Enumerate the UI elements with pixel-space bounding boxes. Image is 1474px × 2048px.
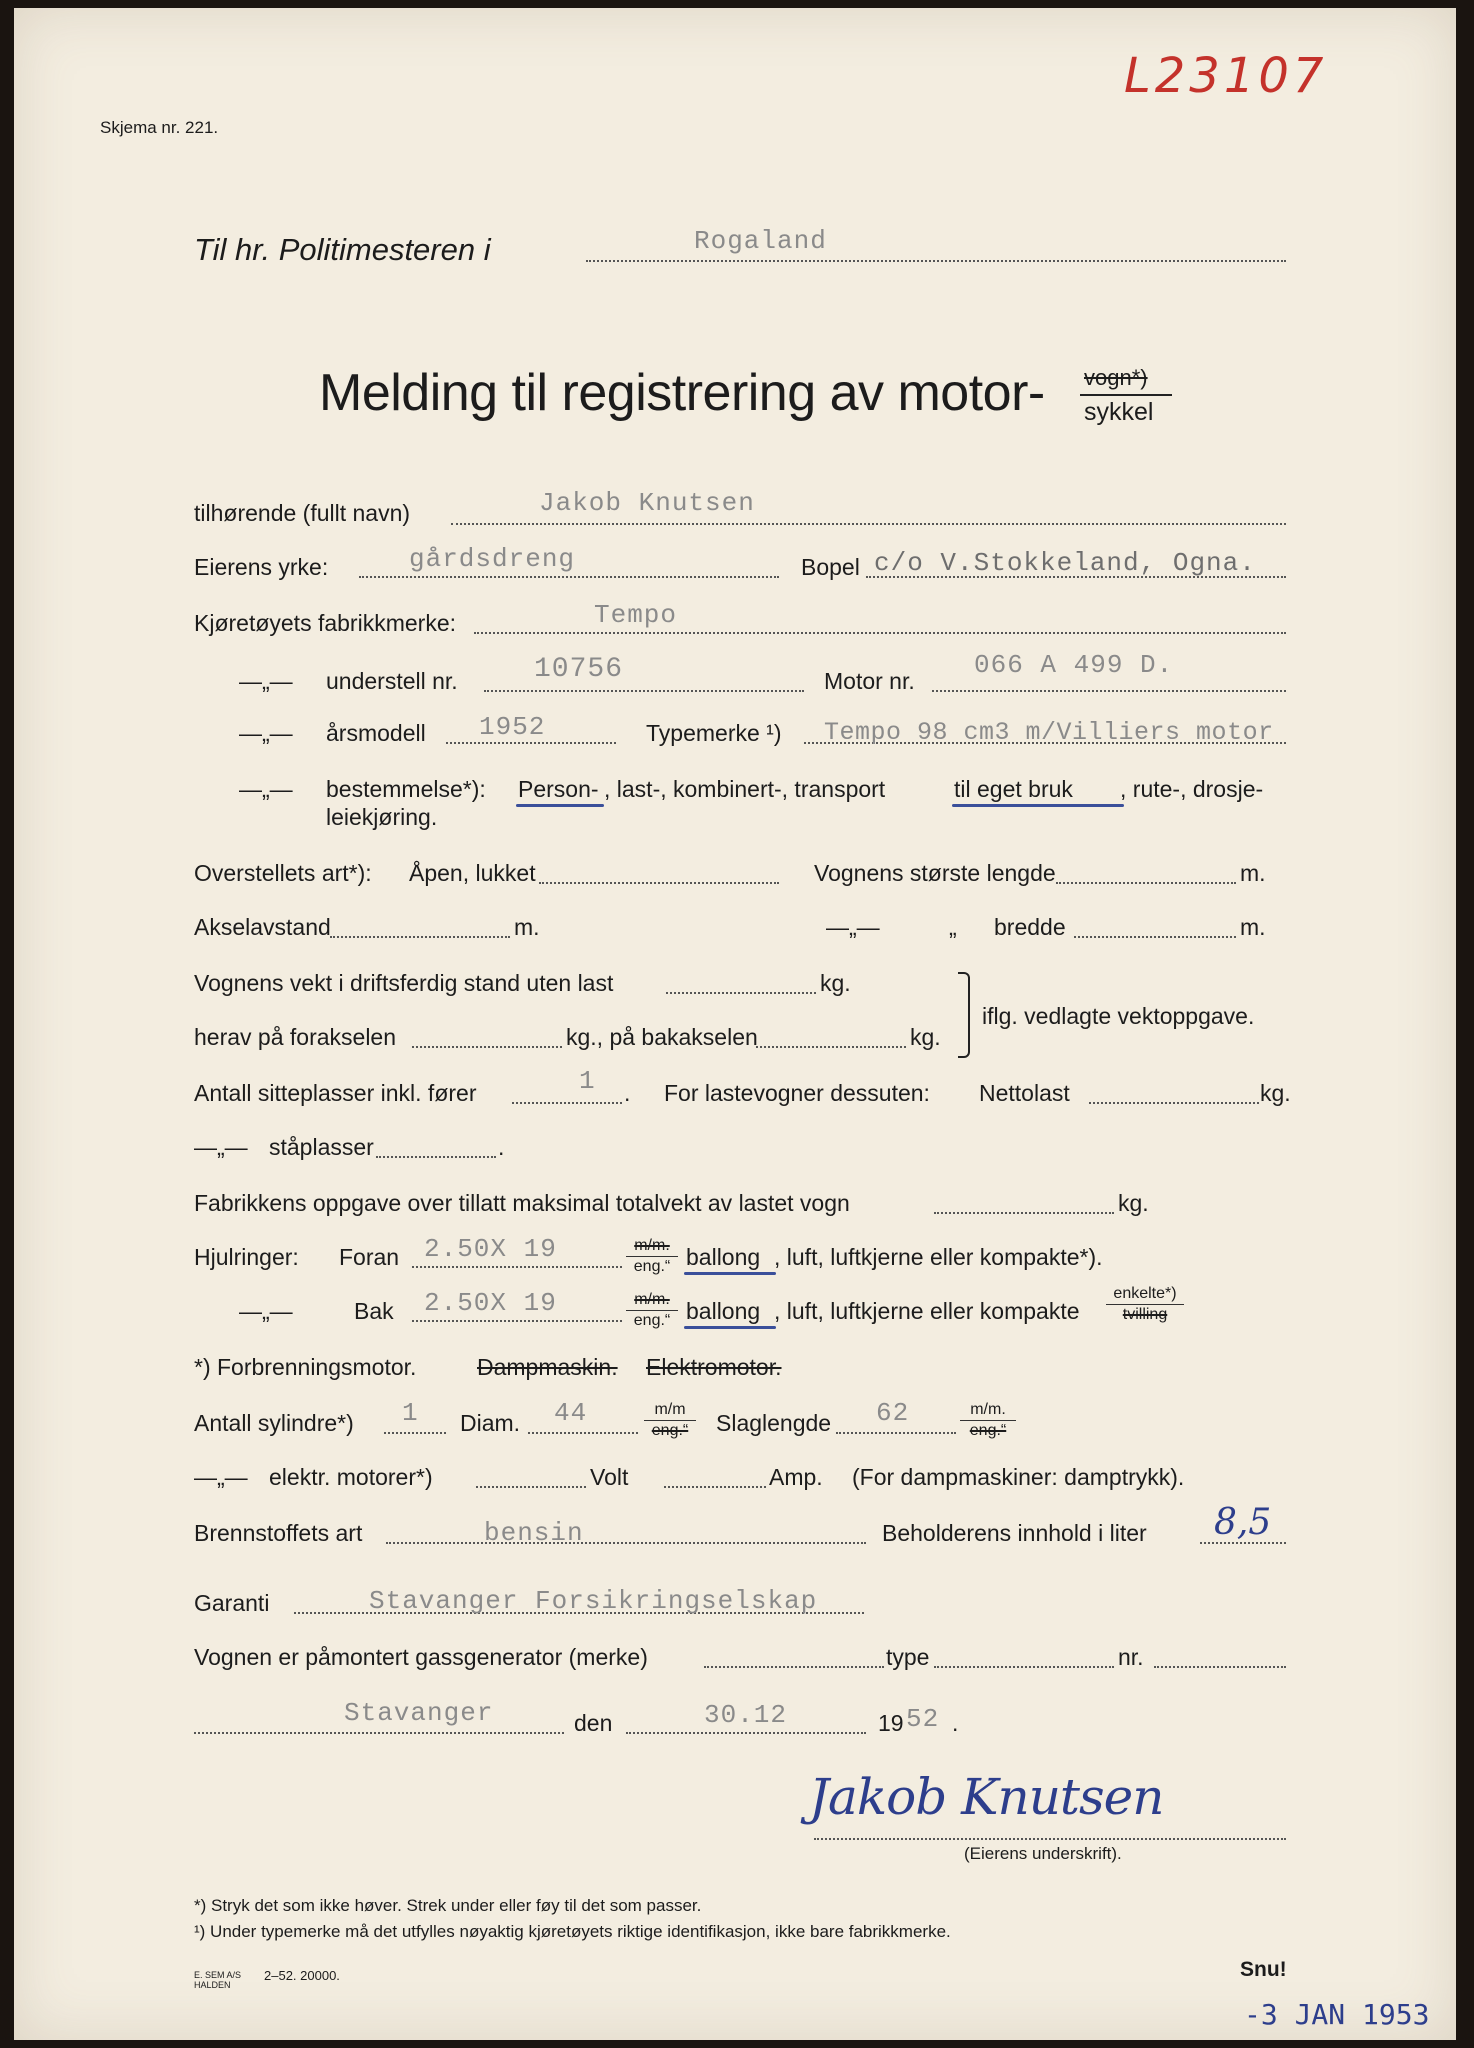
purpose-label: bestemmelse*): [326, 776, 486, 802]
model-year-value: 1952 [479, 712, 546, 742]
tyres-rear-line [412, 1320, 622, 1322]
rear-axle-line [756, 1046, 906, 1048]
ditto-mark: —„— [194, 1464, 248, 1490]
residence-value: c/o V.Stokkeland, Ogna. [874, 548, 1256, 578]
fuel-value: bensin [484, 1518, 584, 1548]
front-axle-line [412, 1046, 562, 1048]
cylinders-label: Antall sylindre*) [194, 1410, 354, 1436]
year-suffix: 52 [906, 1704, 940, 1734]
gas-generator-label: Vognen er påmontert gassgenerator (merke) [194, 1644, 648, 1670]
width-unit: m. [1240, 914, 1266, 940]
ditto-mark: —„— [239, 720, 293, 746]
chassis-label: understell nr. [326, 668, 458, 694]
occupation-line [359, 576, 779, 578]
tyres-front-label: Foran [339, 1244, 400, 1270]
net-load-unit: kg. [1260, 1080, 1291, 1106]
purpose-text-b: , rute-, drosje- [1120, 776, 1264, 802]
standing-suffix: . [498, 1134, 505, 1160]
ditto-mark: —„— [194, 1134, 248, 1160]
diam-value: 44 [554, 1398, 588, 1428]
tyres-label: Hjulringer: [194, 1244, 299, 1270]
make-line [474, 632, 1286, 634]
footnote-1: *) Stryk det som ikke høver. Strek under eller føy til det som passer. [194, 1896, 702, 1915]
year-prefix: 19 [878, 1710, 904, 1736]
chassis-value: 10756 [534, 654, 624, 685]
stroke-label: Slaglengde [716, 1410, 832, 1436]
stroke-line [836, 1432, 956, 1434]
diam-unit [644, 1400, 696, 1441]
make-value: Tempo [594, 600, 678, 630]
gas-generator-nr: nr. [1118, 1644, 1144, 1670]
form-number: Skjema nr. 221. [100, 118, 219, 137]
tyres-rear-unit [626, 1290, 678, 1331]
body-type-value: Åpen, lukket [409, 860, 536, 886]
type-mark-value: Tempo 98 cm3 m/Villiers motor [824, 718, 1274, 747]
diam-label: Diam. [460, 1410, 521, 1436]
guarantee-label: Garanti [194, 1590, 270, 1616]
type-mark-label: Typemerke ¹) [646, 720, 782, 746]
unit-mm: m/m [644, 1400, 696, 1421]
max-weight-label: Fabrikkens oppgave over tillatt maksimal totalvekt av lastet vogn [194, 1190, 850, 1216]
addressee-value: Rogaland [694, 226, 827, 256]
turn-over: Snu! [1240, 1958, 1287, 1981]
title-option-sykkel: sykkel [1084, 398, 1154, 426]
gas-generator-nr-line [1154, 1666, 1286, 1668]
unit-eng: eng.“ [969, 1422, 1007, 1439]
stroke-unit [960, 1400, 1016, 1441]
unit-mm: m/m. [960, 1400, 1016, 1421]
tyres-rest-rear: , luft, luftkjerne eller kompakte [774, 1298, 1080, 1324]
printer-info: 2–52. 20000. [264, 1968, 340, 1983]
signature-line [814, 1838, 1286, 1840]
width-ditto: „ [949, 914, 957, 940]
tyres-rest-front: , luft, luftkjerne eller kompakte*). [774, 1244, 1103, 1270]
balloon-rear-underline [684, 1326, 776, 1329]
form-title: Melding til registrering av motor- [319, 364, 1045, 422]
gas-generator-line [704, 1666, 884, 1668]
date-value: 30.12 [704, 1700, 788, 1730]
electric-motors-label: elektr. motorer*) [269, 1464, 433, 1490]
tyres-front-line [412, 1266, 622, 1268]
net-load-label: For lastevogner dessuten: [664, 1080, 930, 1106]
volt-label: Volt [590, 1464, 629, 1490]
wheelbase-label: Akselavstand [194, 914, 331, 940]
engine-no-line [932, 690, 1286, 692]
received-stamp: -3 JAN 1953 [1244, 1998, 1430, 2031]
engine-kind-steam: Dampmaskin. [477, 1354, 618, 1380]
title-option-divider [1080, 394, 1172, 396]
tyres-front-unit [626, 1236, 678, 1277]
owner-line [451, 523, 1286, 525]
standing-line [376, 1156, 496, 1158]
occupation-value: gårdsdreng [409, 544, 576, 574]
rear-axle-unit: kg. [910, 1024, 941, 1050]
tyres-rear-value: 2.50X 19 [424, 1288, 557, 1318]
weight-line [666, 992, 816, 994]
engine-kind-electric: Elektromotor. [646, 1354, 782, 1380]
purpose-own-use-underline [952, 804, 1124, 807]
date-end: . [952, 1710, 959, 1736]
owner-label: tilhørende (fullt navn) [194, 500, 411, 526]
unit-eng: eng.“ [651, 1422, 689, 1439]
balloon-front-underline [684, 1272, 776, 1275]
archive-reference: L23107 [1124, 48, 1328, 104]
ditto-mark: —„— [239, 668, 293, 694]
width-line [1074, 936, 1236, 938]
purpose-person-underline [516, 804, 604, 807]
purpose-text-a: , last-, kombinert-, transport [604, 776, 886, 802]
tank-label: Beholderens innhold i liter [882, 1520, 1147, 1546]
footnote-2: ¹) Under typemerke må det utfylles nøyaktig kjøretøyets riktige identifikasjon, ikke bare fabrikkmerke. [194, 1922, 951, 1941]
volt-line [476, 1486, 586, 1488]
max-weight-unit: kg. [1118, 1190, 1149, 1216]
front-axle-unit: kg., på bakakselen [566, 1024, 758, 1050]
unit-mm: m/m. [626, 1290, 678, 1311]
chassis-line [484, 690, 804, 692]
amp-label: Amp. [769, 1464, 823, 1490]
weight-brace [958, 972, 970, 1058]
gas-generator-type-line [934, 1666, 1114, 1668]
printer-mark: E. SEM A/S HALDEN [194, 1970, 242, 1990]
width-label: bredde [994, 914, 1066, 940]
unit-eng: eng.“ [633, 1312, 671, 1329]
residence-label: Bopel [801, 554, 860, 580]
body-type-label: Overstellets art*): [194, 860, 372, 886]
standing-label: ståplasser [269, 1134, 374, 1160]
seats-value: 1 [579, 1066, 596, 1096]
tank-value: 8,5 [1214, 1502, 1272, 1543]
title-option-vogn: vogn*) [1084, 365, 1148, 390]
stroke-value: 62 [876, 1398, 910, 1428]
unit-eng: eng.“ [633, 1258, 671, 1275]
ditto-mark: —„— [826, 914, 880, 940]
cylinders-value: 1 [402, 1398, 419, 1428]
place-line [194, 1732, 564, 1734]
model-year-line [446, 742, 616, 744]
addressee-line [586, 260, 1286, 262]
den-label: den [574, 1710, 613, 1736]
single-option: enkelte*) [1106, 1284, 1184, 1305]
engine-no-value: 066 A 499 D. [974, 650, 1174, 680]
cylinders-line [384, 1432, 446, 1434]
ditto-mark: —„— [239, 1298, 293, 1324]
purpose-person: Person- [518, 776, 599, 802]
seats-label: Antall sitteplasser inkl. fører [194, 1080, 477, 1106]
fuel-label: Brennstoffets art [194, 1520, 363, 1546]
make-label: Kjøretøyets fabrikkmerke: [194, 610, 456, 636]
weight-label: Vognens vekt i driftsferdig stand uten last [194, 970, 614, 996]
steam-pressure-note: (For dampmaskiner: damptrykk). [852, 1464, 1185, 1490]
unit-mm: m/m. [626, 1236, 678, 1257]
guarantee-value: Stavanger Forsikringselskap [369, 1586, 818, 1616]
max-weight-line [934, 1212, 1114, 1214]
date-line [626, 1732, 866, 1734]
signature-caption: (Eierens underskrift). [964, 1844, 1122, 1863]
tyres-front-value: 2.50X 19 [424, 1234, 557, 1264]
owner-value: Jakob Knutsen [539, 488, 755, 518]
body-type-line [539, 882, 779, 884]
max-length-line [1056, 882, 1236, 884]
net-load-label2: Nettolast [979, 1080, 1070, 1106]
model-year-label: årsmodell [326, 720, 426, 746]
tyres-single-twin [1106, 1284, 1184, 1325]
seats-suffix: . [624, 1080, 631, 1106]
net-load-line [1089, 1102, 1259, 1104]
form-page [14, 8, 1456, 2040]
place-value: Stavanger [344, 1698, 494, 1728]
twin-option: tvilling [1122, 1306, 1168, 1323]
tyres-balloon-front: ballong [686, 1244, 761, 1270]
diam-line [528, 1432, 638, 1434]
seats-line [512, 1102, 622, 1104]
max-length-label: Vognens største lengde [814, 860, 1056, 886]
amp-line [664, 1486, 766, 1488]
front-axle-label: herav på forakselen [194, 1024, 397, 1050]
weight-unit: kg. [820, 970, 851, 996]
addressee-label: Til hr. Politimesteren i [194, 232, 491, 267]
fuel-line [386, 1542, 866, 1544]
gas-generator-type: type [886, 1644, 930, 1670]
wheelbase-unit: m. [514, 914, 540, 940]
wheelbase-line [330, 936, 510, 938]
purpose-line2: leiekjøring. [326, 804, 438, 830]
max-length-unit: m. [1240, 860, 1266, 886]
engine-kind-combustion: *) Forbrenningsmotor. [194, 1354, 417, 1380]
engine-no-label: Motor nr. [824, 668, 915, 694]
purpose-own-use: til eget bruk [954, 776, 1073, 802]
weight-note: iflg. vedlagte vektoppgave. [982, 1003, 1255, 1029]
tyres-rear-label: Bak [354, 1298, 394, 1324]
occupation-label: Eierens yrke: [194, 554, 329, 580]
ditto-mark: —„— [239, 776, 293, 802]
owner-signature: Jakob Knutsen [809, 1768, 1164, 1826]
tyres-balloon-rear: ballong [686, 1298, 761, 1324]
